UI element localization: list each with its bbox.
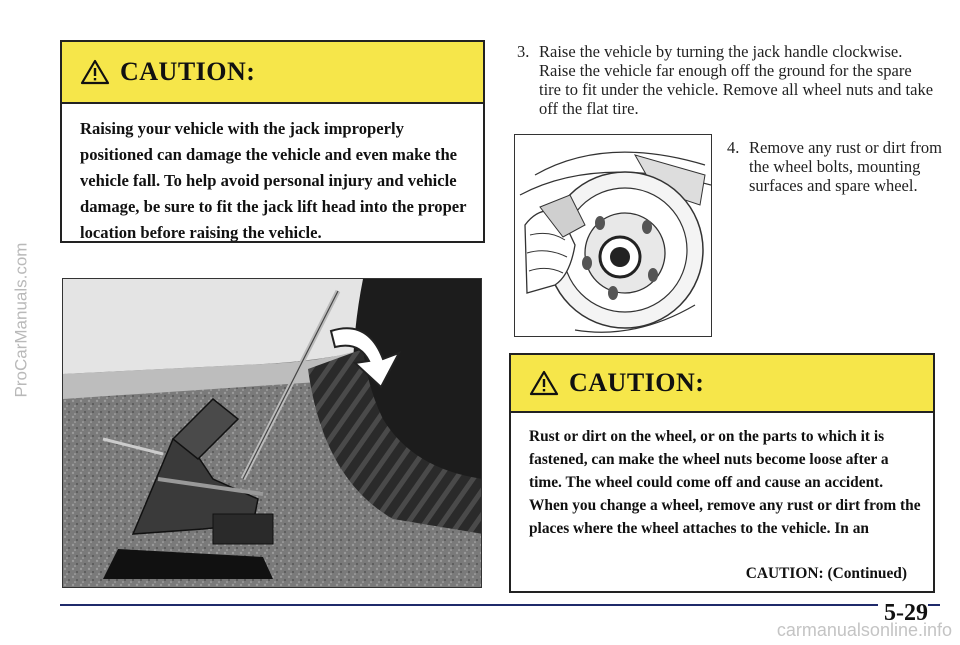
- wheel-hub-drawing: [515, 135, 712, 337]
- page-number: 5-29: [878, 600, 928, 627]
- step-text: Raise the vehicle by turning the jack handle clockwise. Raise the vehicle far enough off the ground for the spare tire to fit under the vehicle. Remove all wheel nuts and take off the flat tire.: [539, 42, 934, 118]
- warning-triangle-icon: [529, 370, 559, 396]
- watermark-side: [6, 150, 36, 490]
- wheel-hub-illustration: [514, 134, 712, 337]
- caution-title: CAUTION:: [569, 368, 705, 397]
- step-number: 4.: [727, 138, 740, 157]
- caution-body: Rust or dirt on the wheel, or on the parts to which it is fastened, can make the wheel nuts become loose after a time. The wheel could come off and cause an accident. When you change a wheel, remove any rust or dirt from the places where the wheel attaches to the vehicle. In an: [529, 428, 921, 537]
- caution-title: CAUTION:: [120, 57, 256, 86]
- caution-header: [62, 42, 483, 104]
- jack-photo-drawing: [63, 279, 482, 588]
- step-text: Remove any rust or dirt from the wheel bolts, mounting surfaces and spare wheel.: [749, 138, 942, 195]
- watermark-bottom: carmanualsonline.info: [776, 620, 952, 640]
- jack-raising-vehicle-photo: [62, 278, 482, 588]
- footer-rule: [60, 604, 940, 606]
- step-3: [517, 42, 937, 118]
- caution-box-rust: [509, 353, 935, 593]
- step-number: 3.: [517, 42, 530, 61]
- watermark-side-text: ProCarManuals.com: [11, 242, 31, 398]
- caution-continued: CAUTION: (Continued): [745, 565, 907, 582]
- warning-triangle-icon: [80, 59, 110, 85]
- caution-header: [511, 355, 933, 413]
- caution-box-jack: [60, 40, 485, 243]
- step-4: [727, 138, 947, 195]
- caution-body: Raising your vehicle with the jack improperly positioned can damage the vehicle and even make the vehicle fall. To help avoid personal injury and vehicle damage, be sure to fit the jack lift head into the proper location before raising the vehicle.: [80, 119, 467, 242]
